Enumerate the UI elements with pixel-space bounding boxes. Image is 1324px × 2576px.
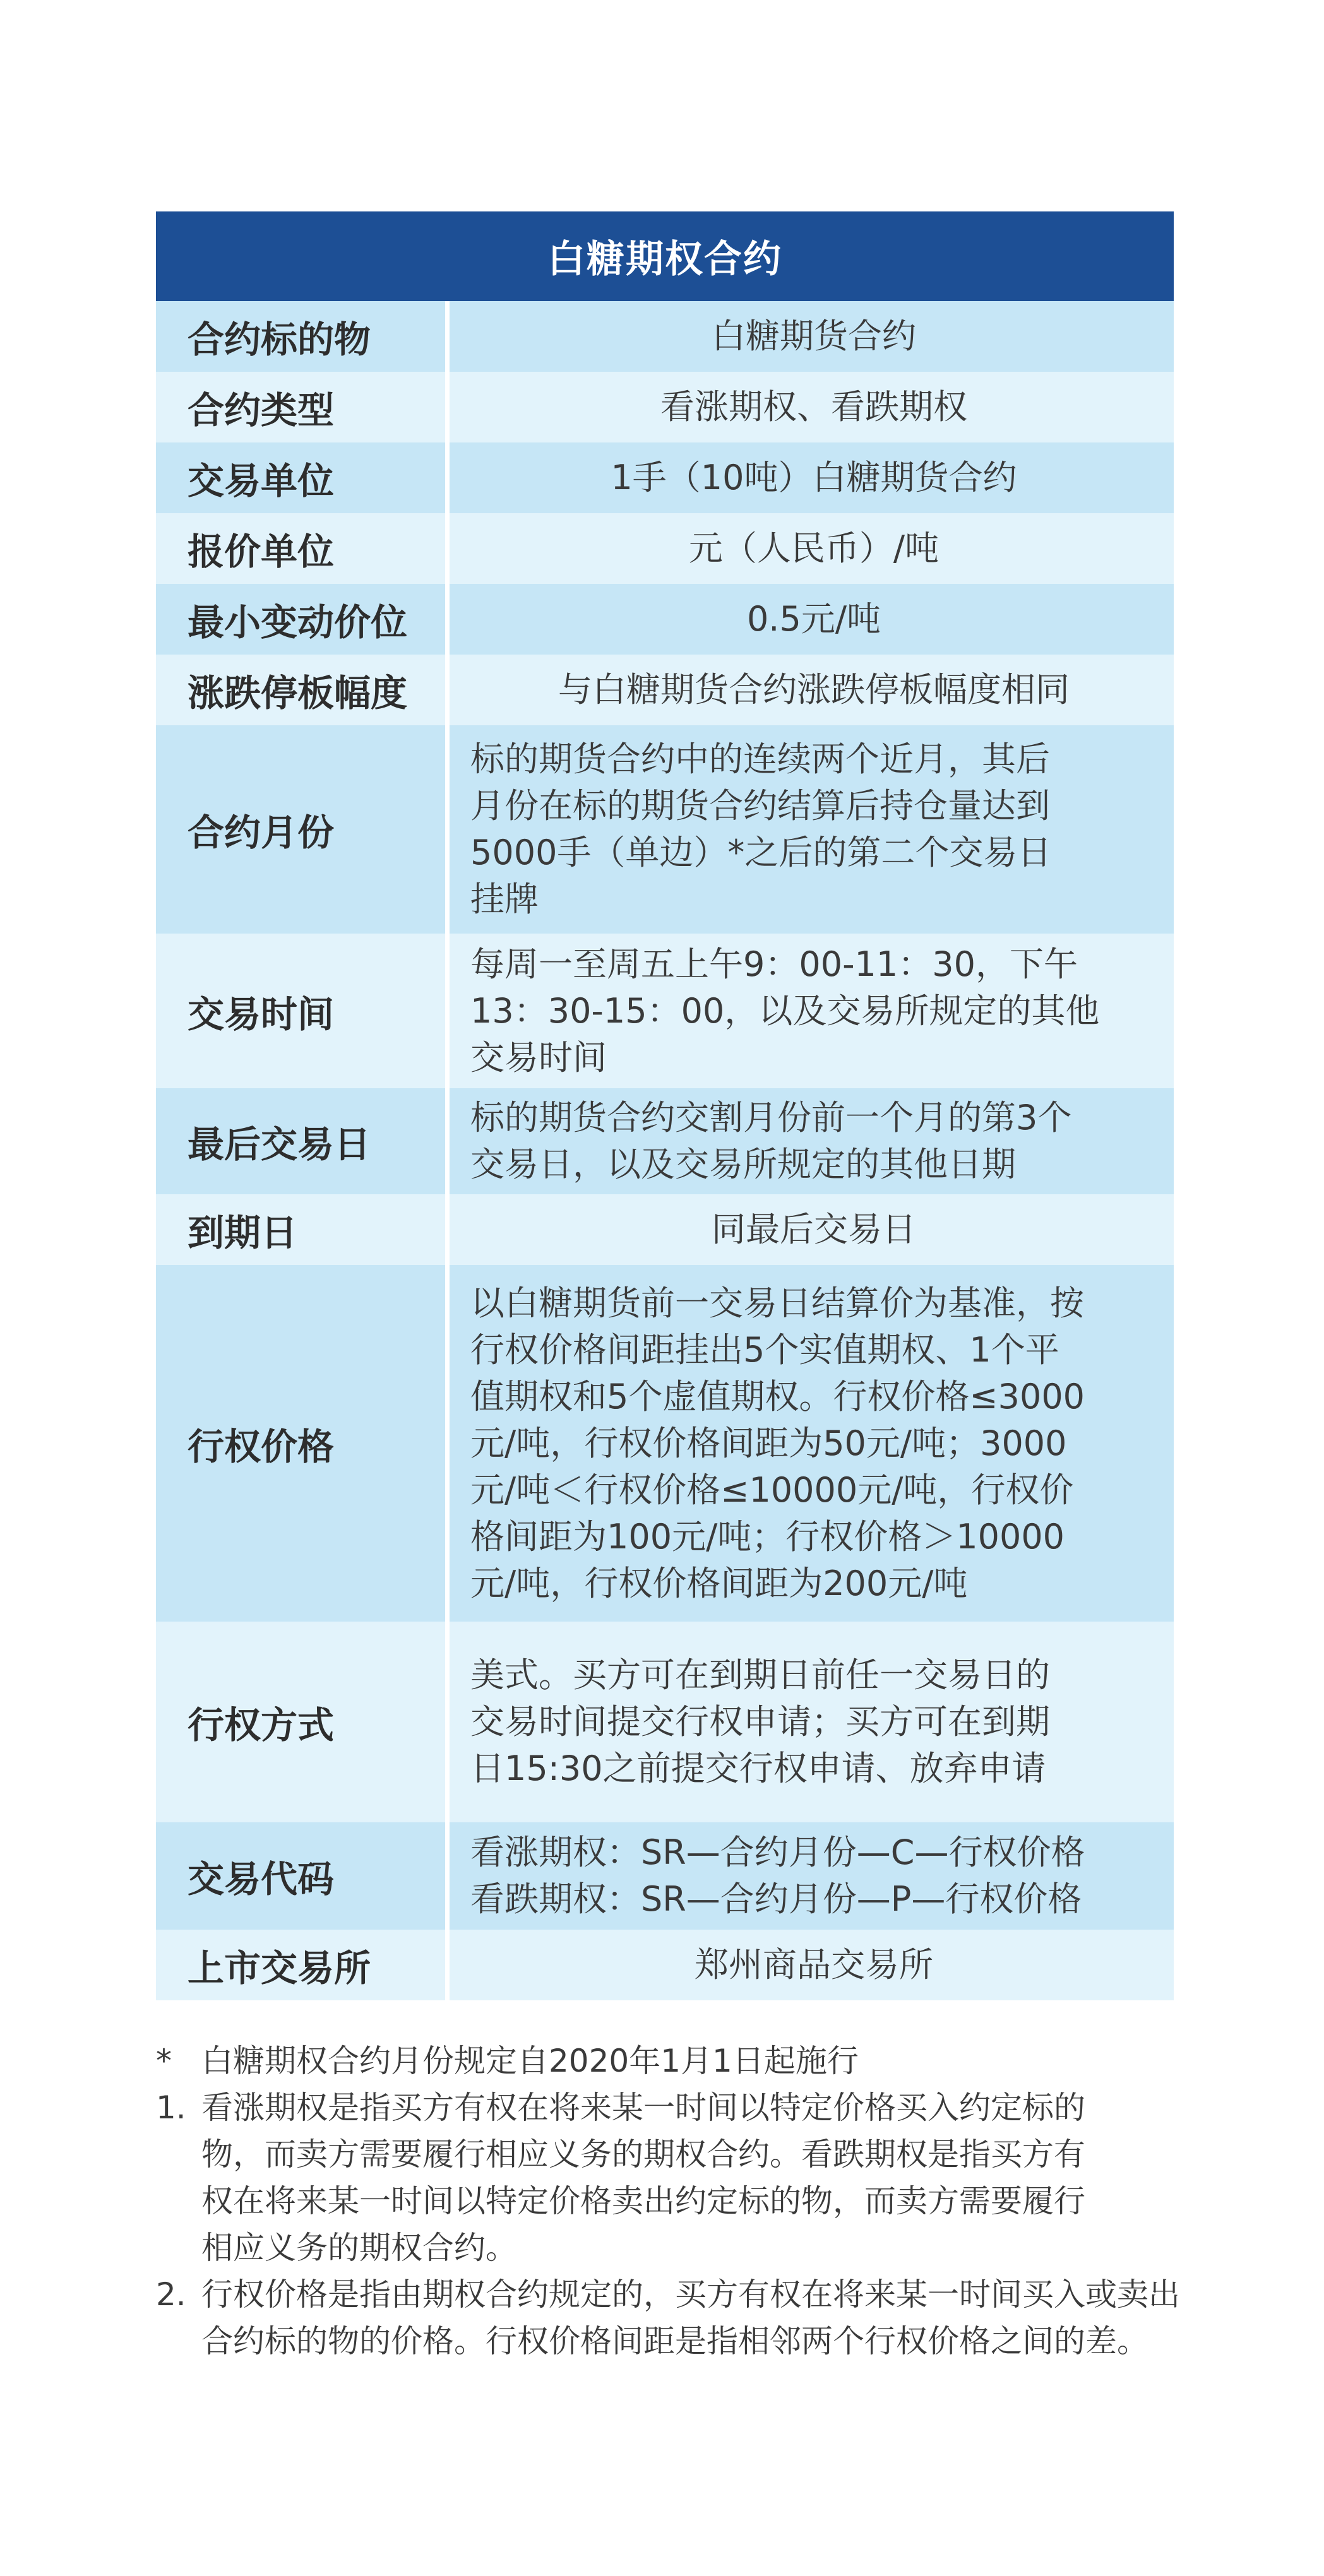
footnote-line: 白糖期权合约月份规定自2020年1月1日起施行 xyxy=(201,2043,859,2079)
row-value-line: 行权价格间距挂出5个实值期权、1个平 xyxy=(470,1329,1059,1370)
table-row xyxy=(156,1265,1174,1622)
footnote-item xyxy=(156,2271,1191,2365)
row-value xyxy=(450,934,1174,1088)
table-row xyxy=(156,372,1174,442)
row-value-line: 以白糖期货前一交易日结算价为基准，按 xyxy=(470,1283,1084,1323)
row-value-line: 月份在标的期货合约结算后持仓量达到 xyxy=(470,786,1050,826)
footnote-marker: 2. xyxy=(156,2276,186,2313)
table-row xyxy=(156,513,1174,584)
row-value-line: 日15:30之前提交行权申请、放弃申请 xyxy=(470,1748,1046,1788)
row-value: 看涨期权、看跌期权 xyxy=(660,387,967,427)
row-value: 元（人民币）/吨 xyxy=(688,528,939,568)
footnote-line: 看涨期权是指买方有权在将来某一时间以特定价格买入约定标的 xyxy=(201,2089,1085,2126)
row-value xyxy=(450,725,1174,934)
footnote-item xyxy=(156,2084,1191,2271)
row-value-line: 交易时间提交行权申请；买方可在到期 xyxy=(470,1702,1050,1742)
row-value xyxy=(450,1088,1174,1194)
row-value-line: 标的期货合约交割月份前一个月的第3个 xyxy=(470,1098,1072,1137)
footnotes xyxy=(156,2038,1191,2365)
table-row xyxy=(156,1194,1174,1265)
row-value-line: 13：30-15：00，以及交易所规定的其他 xyxy=(470,990,1100,1031)
row-label: 最小变动价位 xyxy=(156,584,450,655)
table-row xyxy=(156,442,1174,513)
row-value-line: 交易日，以及交易所规定的其他日期 xyxy=(470,1144,1016,1184)
table-title: 白糖期权合约 xyxy=(156,211,1174,301)
row-value-line: 格间距为100元/吨；行权价格＞10000 xyxy=(470,1516,1065,1557)
row-label: 交易单位 xyxy=(156,442,450,513)
row-value: 与白糖期货合约涨跌停板幅度相同 xyxy=(558,670,1070,709)
contract-table xyxy=(156,211,1174,2000)
row-value-line: 挂牌 xyxy=(470,879,539,919)
table-row xyxy=(156,1088,1174,1194)
table-row xyxy=(156,1822,1174,1930)
row-label: 上市交易所 xyxy=(156,1930,450,2000)
row-value: 0.5元/吨 xyxy=(746,599,881,639)
row-label: 合约类型 xyxy=(156,372,450,442)
row-label: 行权价格 xyxy=(156,1265,450,1622)
row-label: 报价单位 xyxy=(156,513,450,584)
row-value xyxy=(450,1622,1174,1822)
footnote-line: 行权价格是指由期权合约规定的，买方有权在将来某一时间买入或卖出 xyxy=(201,2276,1180,2313)
row-value xyxy=(450,1265,1174,1622)
table-body xyxy=(156,301,1174,2000)
row-value-line: 元/吨＜行权价格≤10000元/吨，行权价 xyxy=(470,1469,1074,1510)
row-value-line: 美式。买方可在到期日前任一交易日的 xyxy=(470,1655,1050,1695)
footnote-text xyxy=(201,2038,1191,2084)
row-value-line: 交易时间 xyxy=(470,1037,607,1077)
table-row xyxy=(156,725,1174,934)
row-value xyxy=(450,1822,1174,1930)
row-value: 1手（10吨）白糖期货合约 xyxy=(611,458,1017,497)
row-label: 涨跌停板幅度 xyxy=(156,655,450,725)
footnote-line: 合约标的物的价格。行权价格间距是指相邻两个行权价格之间的差。 xyxy=(201,2323,1148,2359)
row-value-line: 值期权和5个虚值期权。行权价格≤3000 xyxy=(470,1376,1085,1416)
table-row xyxy=(156,1622,1174,1822)
row-label: 到期日 xyxy=(156,1194,450,1265)
row-value: 白糖期货合约 xyxy=(712,316,916,356)
footnote-marker: * xyxy=(156,2043,172,2079)
row-value-line: 5000手（单边）*之后的第二个交易日 xyxy=(470,833,1052,872)
row-label: 交易代码 xyxy=(156,1822,450,1930)
row-value-line: 元/吨，行权价格间距为200元/吨 xyxy=(470,1563,968,1603)
row-label: 交易时间 xyxy=(156,934,450,1088)
footnote-marker: 1. xyxy=(156,2089,186,2126)
table-row xyxy=(156,934,1174,1088)
footnote-text xyxy=(201,2271,1191,2365)
row-value-line: 标的期货合约中的连续两个近月，其后 xyxy=(470,739,1050,779)
table-row xyxy=(156,584,1174,655)
row-label: 行权方式 xyxy=(156,1622,450,1822)
table-row xyxy=(156,655,1174,725)
row-value-line: 看跌期权：SR—合约月份—P—行权价格 xyxy=(470,1879,1082,1919)
row-value-line: 每周一至周五上午9：00-11：30，下午 xyxy=(470,944,1078,984)
row-value: 郑州商品交易所 xyxy=(695,1945,933,1985)
footnote-line: 相应义务的期权合约。 xyxy=(201,2229,517,2266)
row-label: 合约月份 xyxy=(156,725,450,934)
row-value-line: 元/吨，行权价格间距为50元/吨；3000 xyxy=(470,1423,1067,1463)
row-value: 同最后交易日 xyxy=(712,1209,916,1249)
table-row xyxy=(156,1930,1174,2000)
row-label: 合约标的物 xyxy=(156,301,450,372)
row-label: 最后交易日 xyxy=(156,1088,450,1194)
footnote-line: 物，而卖方需要履行相应义务的期权合约。看跌期权是指买方有 xyxy=(201,2136,1085,2173)
footnote-line: 权在将来某一时间以特定价格卖出约定标的物，而卖方需要履行 xyxy=(201,2183,1085,2219)
row-value-line: 看涨期权：SR—合约月份—C—行权价格 xyxy=(470,1832,1085,1872)
table-row xyxy=(156,301,1174,372)
footnote-text xyxy=(201,2084,1191,2271)
footnote-item xyxy=(156,2038,1191,2084)
